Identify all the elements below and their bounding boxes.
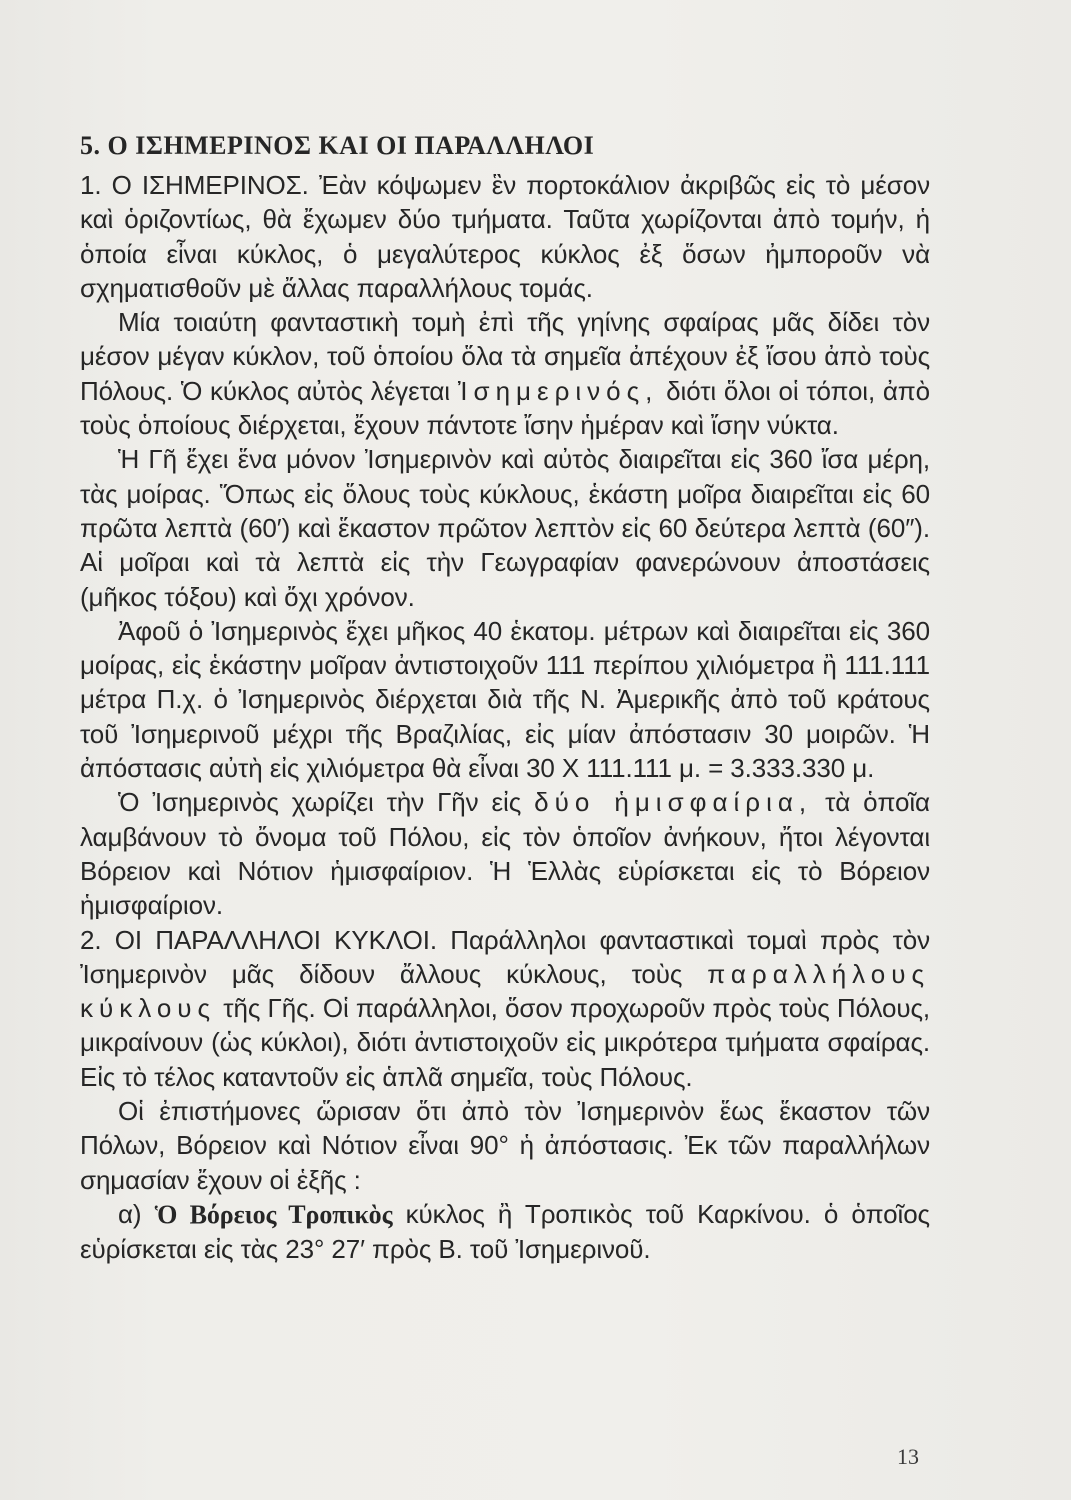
paragraph-hemispheres bbox=[80, 785, 930, 922]
bold-term-northern-tropic: Ὁ Βόρειος Τροπικὸς bbox=[154, 1199, 393, 1229]
paragraph-ninety-degrees: Οἱ ἐπιστήμονες ὥρισαν ὅτι ἀπὸ τὸν Ἰσημερινὸν ἕως ἕκαστον τῶν Πόλων, Βόρειον καὶ Νότιον εἶναι 90° ἡ ἀπόστασις. Ἐκ τῶν παραλλήλων σημασίαν ἔχουν οἱ ἑξῆς : bbox=[80, 1096, 930, 1195]
paragraph-equator-intro bbox=[80, 168, 930, 305]
list-marker: α) bbox=[118, 1198, 155, 1229]
spaced-term-equator: Ἰσημερινός, bbox=[457, 375, 659, 406]
paragraph-text: Μία τοιαύτη φανταστικὴ τομὴ ἐπὶ τῆς γηίνης σφαίρας μᾶς δίδει τὸν μέσον μέγαν κύκλον, τοῦ ὁποίου ὅλα τὰ σημεῖα ἀπέχουν ἐξ ἴσου ἀπὸ τοὺς Πόλους. Ὁ κύκλος αὐτὸς λέγεται bbox=[80, 307, 930, 406]
section-heading: 5. Ο ΙΣΗΜΕΡΙΝΟΣ ΚΑΙ ΟΙ ΠΑΡΑΛΛΗΛΟΙ bbox=[80, 131, 595, 160]
paragraph-text: τῆς Γῆς. Οἱ παράλληλοι, ὅσον προχωροῦν πρὸς τοὺς Πόλους, μικραίνουν (ὡς κύκλοι), διότι ἀντιστοιχοῦν εἰς μικρότερα τμήματα σφαίρας. Εἰς τὸ τέλος καταντοῦν εἰς ἁπλᾶ σημεῖα, τοὺς Πόλους. bbox=[80, 993, 930, 1092]
paragraph-text: Ὁ Ἰσημερινὸς χωρίζει τὴν Γῆν εἰς bbox=[118, 787, 535, 818]
subsection-title-parallels: 2. ΟΙ ΠΑΡΑΛΛΗΛΟΙ ΚΥΚΛΟΙ. bbox=[80, 924, 438, 955]
paragraph-text: διότι ὅλοι οἱ τόποι, ἀπὸ τοὺς ὁποίους διέρχεται, ἔχουν πάντοτε ἴσην ἡμέραν καὶ ἴσην νύκτα. bbox=[80, 375, 931, 441]
paragraph-text: κύκλος ἢ Τροπικὸς τοῦ Καρκίνου. ὁ ὁποῖος εὑρίσκεται εἰς τὰς 23° 27′ πρὸς Β. τοῦ Ἰσημερινοῦ. bbox=[80, 1198, 930, 1265]
paragraph-degrees: Ἡ Γῆ ἔχει ἕνα μόνον Ἰσημερινὸν καὶ αὐτὸς διαιρεῖται εἰς 360 ἴσα μέρη, τὰς μοίρας. Ὅπως εἰς ὅλους τοὺς κύκλους, ἑκάστη μοῖρα διαιρεῖται εἰς 60 πρῶτα λεπτὰ (60′) καὶ ἕκαστον πρῶτον λεπτὸν εἰς 60 δεύτερα λεπτὰ (60″). Αἱ μοῖραι καὶ τὰ λεπτὰ εἰς τὴν Γεωγραφίαν φανερώνουν ἀποστάσεις (μῆκος τόξου) καὶ ὄχι χρόνον. bbox=[80, 444, 930, 612]
paragraph-text: Ἐὰν κόψωμεν ἓν πορτοκάλιον ἀκριβῶς εἰς τὸ μέσον καὶ ὁριζοντίως, θὰ ἔχωμεν δύο τμήματα. Ταῦτα χωρίζονται ἀπὸ τομήν, ἡ ὁποία εἶναι κύκλος, ὁ μεγαλύτερος κύκλος ἐξ ὅσων ἠμποροῦν νὰ σχηματισθοῦν μὲ ἄλλας παραλλήλους τομάς. bbox=[80, 170, 930, 303]
subsection-title-equator: 1. Ο ΙΣΗΜΕΡΙΝΟΣ. bbox=[80, 170, 309, 200]
paragraph-text: Παράλληλοι φανταστικαὶ τομαὶ πρὸς τὸν Ἰσημερινὸν μᾶς δίδουν ἄλλους κύκλους, τοὺς bbox=[80, 924, 930, 989]
paragraph-length-calculation: Ἀφοῦ ὁ Ἰσημερινὸς ἔχει μῆκος 40 ἑκατομ. μέτρων καὶ διαιρεῖται εἰς 360 μοίρας, εἰς ἑκάστην μοῖραν ἀντιστοιχοῦν 111 περίπου χιλιόμετρα ἢ 111.111 μέτρα Π.χ. ὁ Ἰσημερινὸς διέρχεται διὰ τῆς Ν. Ἀμερικῆς ἀπὸ τοῦ κράτους τοῦ Ἰσημερινοῦ μέχρι τῆς Βραζιλίας, εἰς μίαν ἀπόστασιν 30 μοιρῶν. Ἡ ἀπόστασις αὐτὴ εἰς χιλιόμετρα θὰ εἶναι 30 X 111.111 μ. = 3.333.330 μ. bbox=[80, 615, 930, 784]
page-number: 13 bbox=[897, 1444, 919, 1469]
page-text bbox=[80, 128, 930, 1267]
spaced-term-parallels: παραλλήλους κύκλους bbox=[80, 958, 930, 1024]
paragraph-tropic-of-cancer bbox=[80, 1197, 930, 1267]
spaced-term-hemispheres: δύο ἡμισφαίρια, bbox=[534, 787, 813, 818]
paragraph-parallels bbox=[80, 923, 930, 1094]
paragraph-text: τὰ ὁποῖα λαμβάνουν τὸ ὄνομα τοῦ Πόλου, εἰς τὸν ὁποῖον ἀνήκουν, ἤτοι λέγονται Βόρειον καὶ Νότιον ἡμισφαίριον. Ἡ Ἑλλὰς εὑρίσκεται εἰς τὸ Βόρειον ἡμισφαίριον. bbox=[80, 787, 930, 921]
paragraph-equator-definition bbox=[80, 305, 930, 442]
